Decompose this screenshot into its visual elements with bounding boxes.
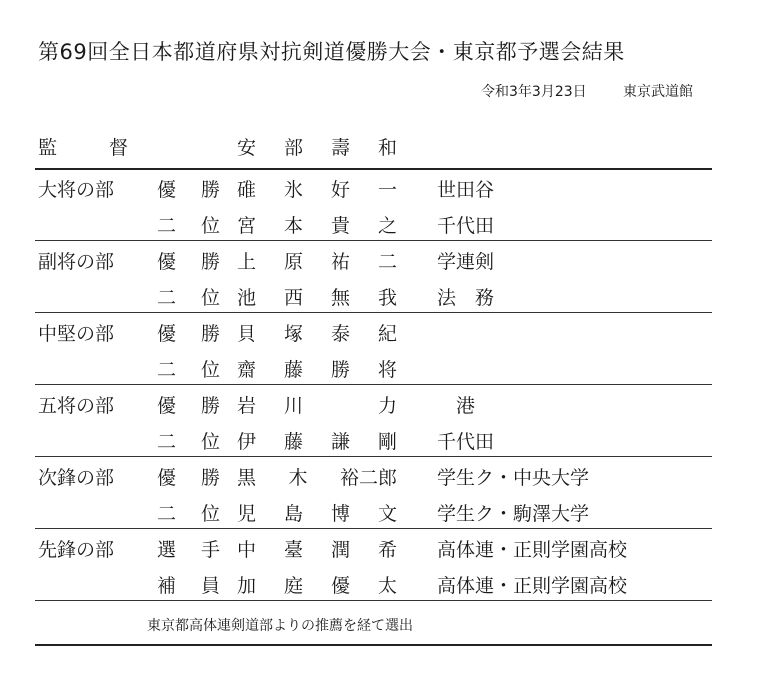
rank-cell — [157, 211, 220, 238]
name-cell — [237, 355, 397, 382]
affiliation-cell: 学生ク・中央大学 — [437, 467, 590, 489]
name-char: 好 — [330, 179, 350, 201]
name-char: 齋 — [237, 359, 257, 381]
name-char: 二 — [377, 251, 397, 273]
affiliation-cell: 世田谷 — [437, 179, 495, 201]
rank-cell — [157, 283, 220, 310]
rank-cell — [157, 499, 220, 526]
rank-cell — [157, 355, 220, 382]
name-char: 本 — [283, 215, 303, 237]
division-label: 次鋒の部 — [38, 467, 115, 489]
rank-cell — [157, 535, 220, 562]
rank-char: 二 — [157, 503, 177, 525]
name-char: 塚 — [283, 323, 303, 345]
division-label: 中堅の部 — [38, 323, 115, 345]
rank-char: 二 — [157, 359, 177, 381]
name-char: 中 — [237, 539, 257, 561]
venue-text: 東京武道館 — [623, 84, 693, 100]
divider-line — [35, 384, 712, 385]
name-char: 伊 — [237, 431, 257, 453]
rank-cell — [157, 571, 220, 598]
director-name-char: 安 — [237, 137, 257, 159]
name-char: 臺 — [283, 539, 303, 561]
name-cell — [237, 427, 397, 454]
director-label — [38, 133, 128, 160]
name-char: 木 — [288, 467, 308, 489]
date-text: 令和3年3月23日 — [481, 84, 587, 100]
name-char: 紀 — [377, 323, 397, 345]
name-char: 宮 — [237, 215, 257, 237]
name-char: 将 — [377, 359, 397, 381]
name-char: 勝 — [330, 359, 350, 381]
rank-char: 勝 — [200, 179, 220, 201]
rank-char: 位 — [200, 287, 220, 309]
rank-char: 二 — [157, 215, 177, 237]
name-char: 謙 — [330, 431, 350, 453]
name-cell — [237, 571, 397, 598]
rank-cell — [157, 247, 220, 274]
name-cell — [237, 535, 397, 562]
name-char: 一 — [377, 179, 397, 201]
name-char: 力 — [377, 395, 397, 417]
divider-line — [35, 240, 712, 241]
rank-char: 位 — [200, 503, 220, 525]
name-char: 西 — [283, 287, 303, 309]
rank-char: 勝 — [200, 251, 220, 273]
name-char: 庭 — [283, 575, 303, 597]
rank-char: 員 — [200, 575, 220, 597]
name-char: 原 — [283, 251, 303, 273]
director-label-char: 監 — [38, 137, 58, 159]
division-label: 五将の部 — [38, 395, 115, 417]
divider-line — [35, 600, 712, 601]
name-char: 裕二郎 — [339, 467, 397, 489]
rank-cell — [157, 319, 220, 346]
name-char: 貴 — [330, 215, 350, 237]
name-cell — [237, 211, 397, 238]
name-cell — [237, 319, 397, 346]
name-char: 希 — [377, 539, 397, 561]
name-char: 貝 — [237, 323, 257, 345]
name-char: 藤 — [283, 359, 303, 381]
affiliation-cell: 高体連・正則学園高校 — [437, 575, 628, 597]
name-cell — [237, 499, 397, 526]
rank-cell — [157, 391, 220, 418]
rank-char: 選 — [157, 539, 177, 561]
affiliation-cell: 千代田 — [437, 431, 495, 453]
division-label: 大将の部 — [38, 179, 115, 201]
divider-line — [35, 168, 712, 170]
name-char: 文 — [377, 503, 397, 525]
name-char: 泰 — [330, 323, 350, 345]
name-char — [331, 391, 350, 418]
division-label: 先鋒の部 — [38, 539, 115, 561]
rank-char: 勝 — [200, 395, 220, 417]
director-name-char: 壽 — [330, 137, 350, 159]
rank-char: 補 — [157, 575, 177, 597]
division-label: 副将の部 — [38, 251, 115, 273]
name-char: 優 — [330, 575, 350, 597]
affiliation-cell: 千代田 — [437, 215, 495, 237]
name-char: 博 — [330, 503, 350, 525]
rank-char: 手 — [200, 539, 220, 561]
name-cell — [237, 391, 397, 418]
rank-char: 優 — [157, 395, 177, 417]
name-char: 藤 — [283, 431, 303, 453]
rank-char: 位 — [200, 359, 220, 381]
rank-char: 優 — [157, 323, 177, 345]
page-title: 第69回全日本都道府県対抗剣道優勝大会・東京都予選会結果 — [38, 40, 625, 64]
rank-char: 優 — [157, 467, 177, 489]
name-cell — [237, 463, 397, 490]
rank-char: 優 — [157, 251, 177, 273]
divider-line — [35, 528, 712, 529]
rank-char: 勝 — [200, 323, 220, 345]
rank-char: 位 — [200, 215, 220, 237]
rank-char: 二 — [157, 287, 177, 309]
name-char: 岩 — [237, 395, 257, 417]
name-char: 児 — [237, 503, 257, 525]
affiliation-cell: 学生ク・駒澤大学 — [437, 503, 590, 525]
rank-char: 優 — [157, 179, 177, 201]
director-name-char: 部 — [283, 137, 303, 159]
affiliation-cell: 港 — [437, 395, 476, 417]
rank-cell — [157, 175, 220, 202]
footnote: 東京都高体連剣道部よりの推薦を経て選出 — [147, 618, 413, 634]
name-char: 上 — [237, 251, 257, 273]
name-char: 潤 — [330, 539, 350, 561]
name-char: 之 — [377, 215, 397, 237]
name-char: 川 — [284, 395, 304, 417]
divider-line — [35, 644, 712, 646]
name-char: 碓 — [237, 179, 257, 201]
rank-cell — [157, 427, 220, 454]
director-label-char: 督 — [108, 137, 128, 159]
name-char: 祐 — [330, 251, 350, 273]
name-char: 太 — [377, 575, 397, 597]
rank-char: 二 — [157, 431, 177, 453]
name-char: 黒 — [237, 467, 257, 489]
affiliation-cell: 高体連・正則学園高校 — [437, 539, 628, 561]
name-char: 加 — [237, 575, 257, 597]
director-name — [237, 133, 397, 160]
name-cell — [237, 175, 397, 202]
divider-line — [35, 456, 712, 457]
rank-char: 勝 — [200, 467, 220, 489]
name-char: 剛 — [377, 431, 397, 453]
divider-line — [35, 312, 712, 313]
name-char: 池 — [237, 287, 257, 309]
director-name-char: 和 — [377, 137, 397, 159]
rank-char: 位 — [200, 431, 220, 453]
name-char: 我 — [377, 287, 397, 309]
affiliation-cell: 学連剣 — [437, 251, 495, 273]
name-cell — [237, 247, 397, 274]
name-cell — [237, 283, 397, 310]
name-char: 島 — [283, 503, 303, 525]
name-char: 無 — [330, 287, 350, 309]
name-char: 氷 — [283, 179, 303, 201]
rank-cell — [157, 463, 220, 490]
affiliation-cell: 法 務 — [437, 287, 495, 309]
